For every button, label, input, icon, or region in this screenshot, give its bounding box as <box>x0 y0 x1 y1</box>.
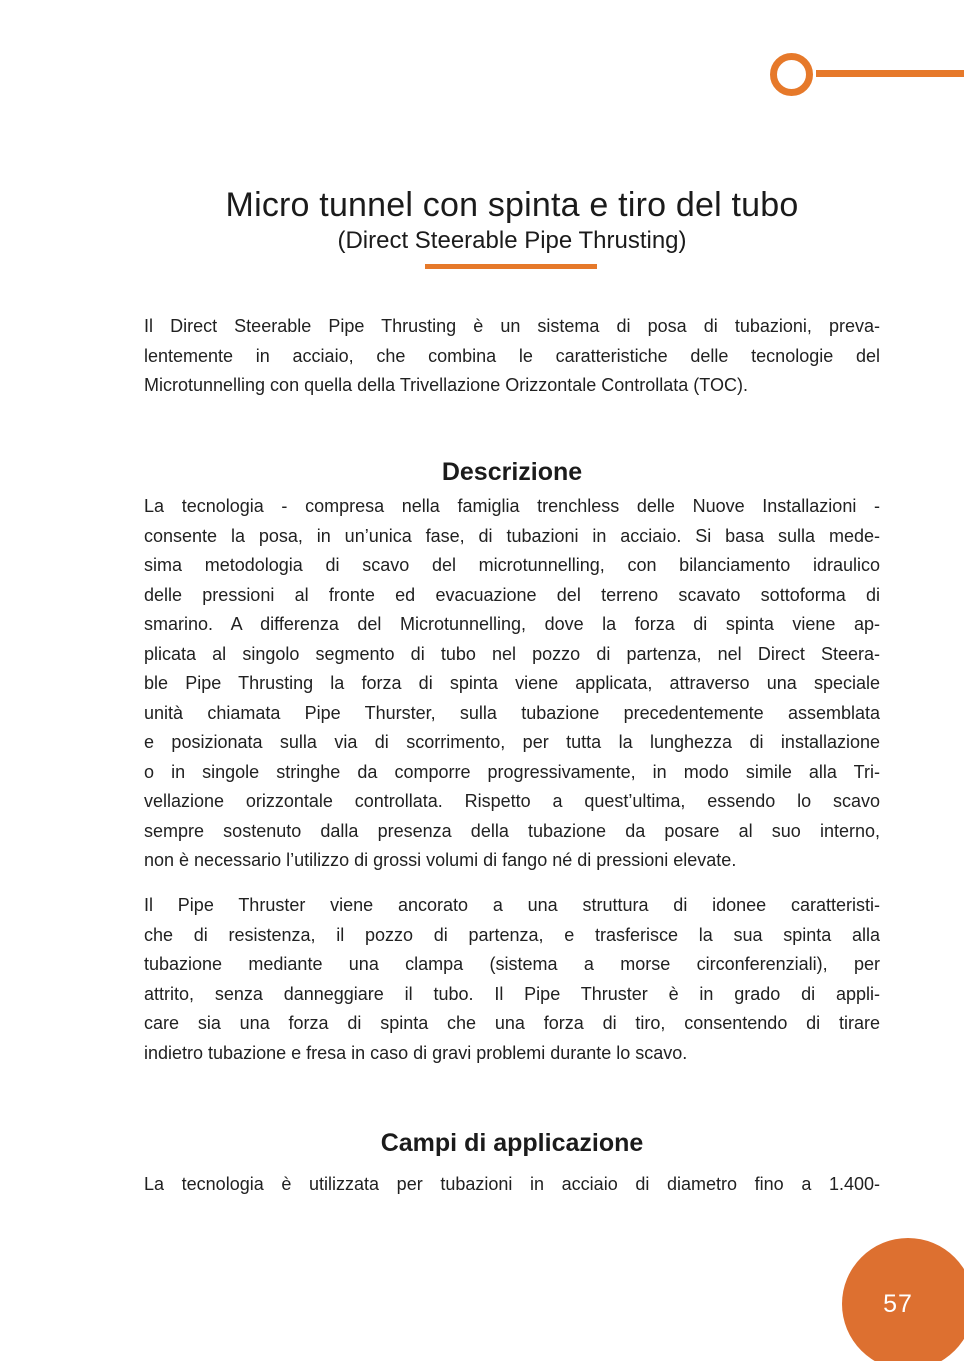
campi-paragraph <box>144 1170 880 1200</box>
text-line: delle pressioni al fronte ed evacuazione del terreno scavato sottoforma di <box>144 584 880 605</box>
text-line: vellazione orizzontale controllata. Rispetto a quest’ultima, essendo lo scavo <box>144 791 880 811</box>
page-title: Micro tunnel con spinta e tiro del tubo <box>225 185 799 224</box>
text-line: plicata al singolo segmento di tubo nel pozzo di partenza, nel Direct Steera- <box>144 643 880 664</box>
section-heading-descrizione: Descrizione <box>441 458 583 486</box>
text-line: unità chiamata Pipe Thurster, sulla tubazione precedentemente assemblata <box>144 702 880 723</box>
intro-paragraph <box>144 312 880 401</box>
text-line: consente la posa, in un’unica fase, di tubazioni in acciaio. Si basa sulla mede- <box>144 525 880 546</box>
corner-ring-icon <box>770 53 813 96</box>
text-line: indietro tubazione e fresa in caso di gravi problemi durante lo scavo. <box>144 1042 688 1063</box>
page-subtitle: (Direct Steerable Pipe Thrusting) <box>337 226 687 254</box>
descrizione-paragraph <box>144 492 880 876</box>
text-line: Microtunnelling con quella della Trivellazione Orizzontale Controllata (TOC). <box>144 375 748 395</box>
text-line: Il Pipe Thruster viene ancorato a una struttura di idonee caratteristi- <box>144 895 880 915</box>
text-line: ble Pipe Thrusting la forza di spinta viene applicata, attraverso una speciale <box>144 673 880 693</box>
text-line: attrito, senza danneggiare il tubo. Il Pipe Thruster è in grado di appli- <box>144 983 880 1004</box>
page-number: 57 <box>883 1290 913 1318</box>
pipe-thruster-paragraph <box>144 891 880 1068</box>
title-divider <box>425 264 597 269</box>
text-line: e posizionata sulla via di scorrimento, per tutta la lunghezza di installazione <box>144 732 880 752</box>
text-line: smarino. A differenza del Microtunnelling, dove la forza di spinta viene ap- <box>144 614 880 634</box>
section-heading-campi-di-applicazione: Campi di applicazione <box>380 1129 644 1157</box>
text-line: tubazione mediante una clampa (sistema a morse circonferenziali), per <box>144 954 880 974</box>
text-line: La tecnologia è utilizzata per tubazioni in acciaio di diametro fino a 1.400- <box>144 1174 880 1194</box>
text-line: o in singole stringhe da comporre progressivamente, in modo simile alla Tri- <box>144 761 880 782</box>
text-line: La tecnologia - compresa nella famiglia trenchless delle Nuove Installazioni - <box>144 496 880 516</box>
text-line: Il Direct Steerable Pipe Thrusting è un sistema di posa di tubazioni, preva- <box>144 316 880 336</box>
text-line: che di resistenza, il pozzo di partenza, e trasferisce la sua spinta alla <box>144 924 880 945</box>
text-line: sima metodologia di scavo del microtunnelling, con bilanciamento idraulico <box>144 555 880 575</box>
text-line: non è necessario l’utilizzo di grossi volumi di fango né di pressioni elevate. <box>144 850 737 870</box>
text-line: sempre sostenuto dalla presenza della tubazione da posare al suo interno, <box>144 820 880 841</box>
text-line: care sia una forza di spinta che una forza di tiro, consentendo di tirare <box>144 1013 880 1033</box>
corner-rule <box>816 70 964 77</box>
text-line: lentemente in acciaio, che combina le caratteristiche delle tecnologie del <box>144 345 880 366</box>
